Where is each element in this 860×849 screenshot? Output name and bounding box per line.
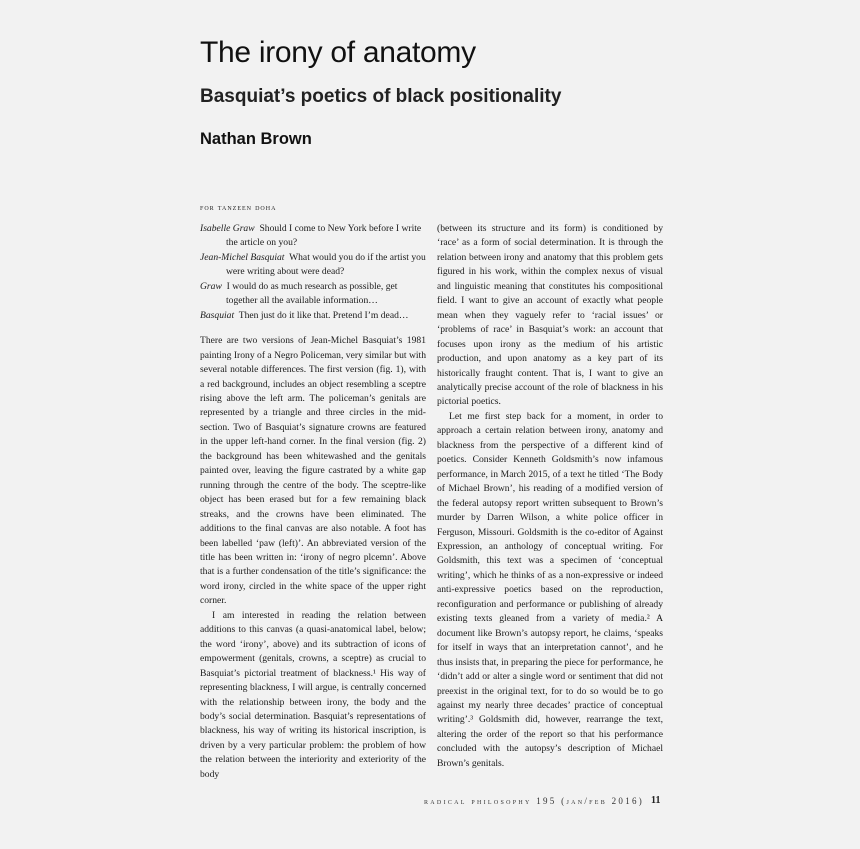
epigraph-text: What would you do if the artist you were writing about were dead? — [226, 251, 426, 278]
epigraph-speaker: Graw — [200, 280, 222, 292]
epigraph-text: Should I come to New York before I write the article on you? — [226, 223, 422, 249]
epigraph-line — [200, 251, 426, 280]
dedication: for tanzeen doha — [200, 202, 277, 212]
epigraph — [200, 222, 426, 323]
article-subtitle: Basquiat’s poetics of black positionality — [200, 86, 562, 107]
journal-footer: radical philosophy 195 (jan/feb 2016) — [424, 796, 645, 806]
body-paragraph: Let me first step back for a moment, in order to approach a certain relation between irony, anatomy and blackness from the perspective of a different kind of poetics. Consider Kenneth Goldsmith’s now infamous performance, in March 2015, of a text he titled ‘The Body of Michael Brown’, his reading of a modified version of the federal autopsy report written subsequent to Brown’s murder by Darren Wilson, a white police officer in Ferguson, Missouri. Goldsmith is the co-editor of Against Expression, an anthology of conceptual writing. For Goldsmith, this text was a specimen of ‘conceptual writing’, which he thinks of as a non-expressive or indeed anti-expressive poetics based on the reproduction, reconfiguration and performance or publishing of already existing texts gleaned from a variety of media.² A document like Brown’s autopsy report, he claims, ‘speaks for itself in ways that an interpretation cannot’, and he thus insists that, in preparing the piece for performance, he ‘didn’t add or alter a single word or sentiment that did not preexist in the original text, for to do so would be to go against my nearly three decades’ practice of conceptual writing’.³ Goldsmith did, however, rearrange the text, altering the order of the report so that his performance concluded with the autopsy’s description of Michael Brown’s genitals. — [437, 410, 663, 769]
epigraph-speaker: Basquiat — [200, 309, 235, 321]
epigraph-line — [200, 280, 426, 309]
epigraph-line — [200, 309, 426, 323]
epigraph-line — [200, 222, 426, 251]
epigraph-text: I would do as much research as possible, get together all the available information… — [226, 280, 398, 307]
body-paragraph: There are two versions of Jean-Michel Basquiat’s 1981 painting Irony of a Negro Policeman, very similar but with several notable differences. The first version (fig. 1), with a red background, includes an object resembling a sceptre rising above the left arm. The policeman’s genitals are represented by a triangle and three circles in the mid-section. Two of Basquiat’s signature crowns are featured in the upper left-hand corner. In the final version (fig. 2) the background has been whitewashed and the genitals painted over, leaving the figure castrated by a white gap running through the centre of the body. The sceptre-like object has been erased but for a few remaining black streaks, and the crowns have been eliminated. The additions to the final canvas are also notable. A foot has been labelled ‘paw (left)’. An abbreviated version of the title has been written in: ‘irony of negro plcemn’. Above that is a further condensation of the title’s significance: the word irony, circled in the white space of the upper right corner. — [200, 335, 426, 607]
epigraph-speaker: Isabelle Graw — [200, 223, 255, 234]
article-title: The irony of anatomy — [200, 36, 476, 69]
left-column — [200, 222, 426, 782]
epigraph-speaker: Jean-Michel Basquiat — [200, 251, 285, 263]
right-column — [437, 222, 663, 771]
body-paragraph: I am interested in reading the relation between additions to this canvas (a quasi-anatomical label, below; the word ‘irony’, above) and its subtraction of icons of empowerment (genitals, crowns, a sceptre) as crucial to Basquiat’s pictorial treatment of blackness.¹ His way of representing blackness, I will argue, is centrally concerned with the relationship between irony, the body and the body’s social determination. Basquiat’s representations of blackness, his way of writing its historical inscription, is driven by a very particular problem: the problem of how the relation between the interiority and exteriority of the body — [200, 609, 426, 780]
page-number: 11 — [651, 795, 661, 806]
author-name: Nathan Brown — [200, 130, 312, 148]
epigraph-text: Then just do it like that. Pretend I’m dead… — [238, 309, 409, 321]
body-paragraph: (between its structure and its form) is conditioned by ‘race’ as a form of social determination. It is through the relation between irony and anatomy that this problem gets figured in his work, within the complex nexus of visual and linguistic meaning that constitutes his compositional field. I want to give an account of exactly what people mean when they vaguely refer to ‘racial issues’ or ‘problems of race’ in Basquiat’s work: an account that focuses upon irony as the medium of his artistic production, and upon anatomy as a key part of its historically fraught content. That is, I want to give an analytically precise account of the role of blackness in his pictorial poetics. — [437, 223, 663, 408]
